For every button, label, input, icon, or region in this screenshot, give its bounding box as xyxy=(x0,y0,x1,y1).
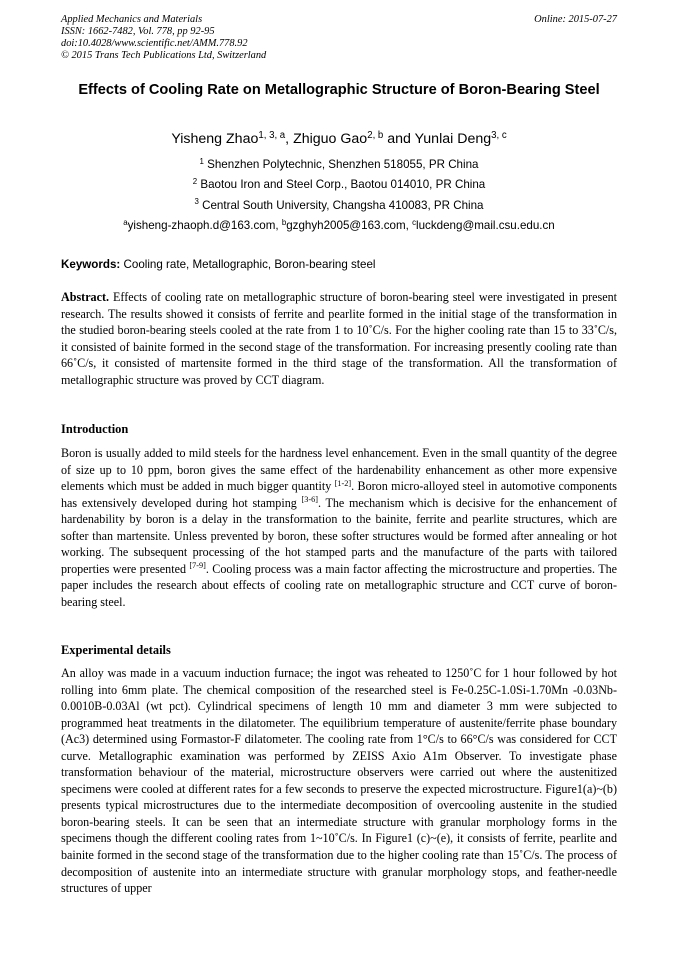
online-date: Online: 2015-07-27 xyxy=(534,14,617,25)
citation-ref: [3-6] xyxy=(301,495,318,505)
email-mark: c xyxy=(412,217,417,227)
affiliation xyxy=(61,196,617,216)
issn-line: ISSN: 1662-7482, Vol. 778, pp 92-95 xyxy=(61,26,215,37)
citation-ref: [7-9] xyxy=(189,561,206,571)
abstract-text: Effects of cooling rate on metallographic structure of boron-bearing steel were investigated in present research. The results showed it consists of ferrite and pearlite formed in the initial stage of the transformation in the studied boron-bearing steels cooled at the rate from 1 to 10˚C/s. For the higher cooling rate than 15 to 33˚C/s, it consisted of bainite formed in the second stage of the transformation. For increasing presently cooling rate than 66˚C/s, it consisted of martensite formed in the third stage of the transformation. All the transformation of metallographic structure was proved by CCT diagram. xyxy=(61,290,617,387)
affiliation-number: 1 xyxy=(199,156,204,166)
author-affiliation-mark: 2, b xyxy=(367,129,384,141)
author-separator: , xyxy=(285,131,294,147)
affiliation-number: 2 xyxy=(192,176,198,186)
affiliation xyxy=(61,155,617,175)
keywords-label: Keywords: xyxy=(61,258,121,271)
email-address: luckdeng@mail.csu.edu.cn xyxy=(416,218,555,232)
affiliation-text: Central South University, Changsha 410083, PR China xyxy=(202,198,484,212)
intro-text: . Boron micro-alloyed steel in automotive components has extensively developed during hot stamping xyxy=(61,479,617,510)
author-list xyxy=(61,130,617,148)
email-mark: a xyxy=(123,217,128,227)
abstract-label: Abstract. xyxy=(61,290,110,304)
copyright-line: © 2015 Trans Tech Publications Ltd, Switzerland xyxy=(61,50,267,61)
journal-name: Applied Mechanics and Materials xyxy=(61,14,203,25)
section-heading-introduction: Introduction xyxy=(61,422,129,436)
intro-text: . Cooling process was a main factor affecting the microstructure and properties. The paper includes the research about effects of cooling rate on metallographic structure and CCT curve of boron-bearing steel. xyxy=(61,561,617,609)
journal-header xyxy=(61,14,617,62)
author-name: Yunlai Deng xyxy=(414,131,492,147)
experimental-paragraph: An alloy was made in a vacuum induction furnace; the ingot was reheated to 1250˚C for 1 hour followed by hot rolling into 6mm plate. The chemical composition of the researched steel is Fe-0.25C-1.0Si-1.70Mn -0.03Nb-0.0010B-0.03Al (wt pct). Cylindrical specimens of length 10 mm and diameter 3 mm were subjected to programmed heat treatments in the dilatometer. The equilibrium temperature of austenite/ferrite phase boundary (Ac3) determined using Formastor-F dilatometer. The cooling rate from 1°C/s to 66°C/s was considered for CCT curve. Metallographic examination was performed by ZEISS Axio A1m Observer. To investigate phase transformation behaviour of the material, microstructure observers were carried out where the austenitized specimens were cooled at different rates for a few seconds to preserve the expected microstructure. Figure1(a)~(b) presents typical microstructures due to the intermediate decomposition of overcooling austenite in the studied boron-bearing steels. It can be seen that an intermediate structure with granular morphology forms in the specimens though the different cooling rates from 1~10˚C/s. In Figure1 (c)~(e), it consists of ferrite, pearlite and bainite formed in the second stage of the transformation due to the higher cooling rate than 15˚C/s. The process of decomposition of austenite into an intermediate structure with granular morphology stops, and feather-needle structures of upper xyxy=(61,666,617,896)
email-line xyxy=(61,216,617,236)
doi-line: doi:10.4028/www.scientific.net/AMM.778.92 xyxy=(61,38,248,49)
author-affiliation-mark: 1, 3, a xyxy=(258,129,286,141)
abstract-paragraph xyxy=(61,289,617,388)
paper-title: Effects of Cooling Rate on Metallographic Structure of Boron-Bearing Steel xyxy=(78,82,600,98)
email-address: yisheng-zhaoph.d@163.com xyxy=(127,218,276,232)
affiliation xyxy=(61,175,617,195)
intro-text: . The mechanism which is decisive for the enhancement of hardenability by boron is a delay in the transformation to the bainite, ferrite and pearlite structures, which are softer than martensite. Unless prevented by boron, these softer structures would be formed after annealing or hot working. The subsequent processing of the hot stamped parts and the manufacture of the parts with tailored properties were presented xyxy=(61,495,617,576)
section-heading-experimental: Experimental details xyxy=(61,643,171,657)
affiliation-text: Baotou Iron and Steel Corp., Baotou 014010, PR China xyxy=(200,178,486,192)
email-separator: , xyxy=(275,218,282,232)
author-separator: and xyxy=(383,131,415,147)
author-name: Yisheng Zhao xyxy=(171,131,259,147)
email-address: gzghyh2005@163.com xyxy=(286,218,406,232)
introduction-paragraph xyxy=(61,445,617,610)
affiliation-list xyxy=(61,155,617,236)
affiliation-text: Shenzhen Polytechnic, Shenzhen 518055, PR China xyxy=(207,158,479,171)
citation-ref: [1-2] xyxy=(334,478,352,488)
intro-text: Boron is usually added to mild steels for the hardness level enhancement. Even in the small quantity of the degree of size up to 10 ppm, boron gives the same effect of the hardenability enhancement as other more expensive elements which must be added in much bigger quantity xyxy=(61,446,617,494)
keywords-text: Cooling rate, Metallographic, Boron-bearing steel xyxy=(123,258,376,271)
email-separator: , xyxy=(405,218,413,232)
keywords-line xyxy=(61,257,617,273)
affiliation-number: 3 xyxy=(194,197,199,207)
email-mark: b xyxy=(281,217,287,227)
author-name: Zhiguo Gao xyxy=(293,131,368,147)
author-affiliation-mark: 3, c xyxy=(491,129,507,141)
